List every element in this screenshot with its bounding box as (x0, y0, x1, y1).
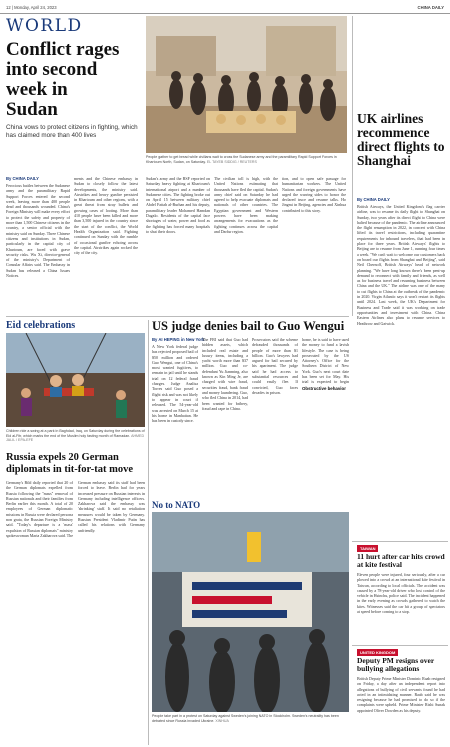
sudan-headline[interactable]: Conflict rages into second week in Sudan (6, 39, 120, 120)
column-divider-2 (148, 320, 149, 745)
sudan-col-2: ments and the Chinese embassy in Sudan to closely follow the latest developments, the ministry said. Airstrikes and heavy gunfire persisted in Khartoum and other regions, with a great threat from stray bullets and growing cases of looting. More than 410 people have been killed and more than 3,500 injured in the country since the start of the conflict, the World Health Organization said. Fighting continued on Sunday with the rumble of occasional gunfire echoing across the capital. Airstrikes again rocked the city of the city. (74, 176, 138, 256)
eid-caption: Children ride a swing at a park in Baghdad, Iraq, on Saturday during the celebrations of Eid al-Fitr, which marks the end of the Muslim holy fasting month of Ramadan. AHMED JALIL / EPA-EFE (6, 429, 145, 443)
uk-brief-label: UNITED KINGDOM (357, 649, 398, 656)
page-info: 12 | Monday, April 24, 2023 (6, 5, 57, 10)
guo-subhead: Obstructive behavior (302, 386, 346, 391)
taiwan-label: TAIWAN (357, 545, 378, 552)
uk-byline: By CHINA DAILY (357, 197, 390, 202)
guo-col-4: home, he is said to have used the money to fund a lavish lifestyle. The case is being prosecuted by the US Attorney's Office for the Southern District of New York. Guo's next court date has been set for May. His trial is expected to begin (302, 337, 349, 385)
section-divider (6, 316, 349, 317)
eid-photo-credit: AHMED JALIL / EPA-EFE (6, 433, 145, 443)
guo-col-1: A New York federal judge has rejected proposed bail of $50 million and ordered Guo Wengui, one of China's most wanted fugitives, to remain in jail until he stands trial on 12 federal fraud charges. Judge Analisa Torres said Guo posed a flight risk and was not likely to appear in court if released. The 54-year-old was arrested on March 15 at his home in Manhattan. He has been in custody since. (152, 344, 198, 424)
sudan-photo-credit: EL TAYEB SIDDIG / REUTERS (206, 159, 257, 164)
guo-headline[interactable]: US judge denies bail to Guo Wengui (152, 319, 345, 333)
section-title: WORLD (6, 16, 83, 36)
sudan-col-4: The civilian toll is high, with the United Nations estimating that thousands have fled the capital. Sudan's army chief said on Saturday he had agreed to help evacuate diplomats and nationals of other countries. The Egyptian government and Western powers have been making arrangements for evacuations as the fighting continues across the capital and Darfur region. (214, 176, 278, 234)
sudan-byline: By CHINA DAILY (6, 176, 39, 181)
guo-col-2: The FBI said that Guo had hidden assets, which included real estate and luxury items, including a yacht worth more than $37 million. Guo and co-defendant Yu Jianming, also known as Kin Ming Je, are charged with wire fraud, securities fraud, bank fraud and money laundering. Guo, who fled China in 2014, had been wanted for bribery, fraud and rape in China. (202, 337, 248, 411)
uk-brief-headline[interactable]: Deputy PM resigns over bullying allegations (357, 656, 435, 674)
guo-col-3: Prosecutors said the scheme defrauded thousands of people of more than $1 billion. Guo's lawyers had argued for bail secured by his apartment. The judge said he had access to substantial resources and could easily flee. If convicted, Guo faces decades in prison. (252, 337, 298, 395)
brief-divider (352, 541, 448, 542)
sudan-col-5: tion, and to open safe passage for humanitarian workers. The United Nations and foreign governments have urged the warring sides to honor the declared truce and resume talks. Ho Jingmi in Beijing, agencies and Xinhua contributed to this story. (282, 176, 346, 213)
brief-divider-2 (352, 645, 448, 646)
paper-name: CHINA DAILY (417, 5, 444, 10)
russia-body: Germany's Bild daily reported that 20 of the German diplomats expelled from Russia following the "mass" removal of Russian nationals and their families from Berlin earlier this month. A total of 20 employees of German diplomatic missions in Russia were declared persona non grata, the Russian Foreign Ministry said. "Today's departure is a 'mass' expulsion of Russian diplomats" ministry spokeswoman Maria Zakharova said. The German embassy said its staff had been forced to leave. Berlin had for years increased pressure on Russian interests in Germany including intelligence officers. Zakharova said the embassy was 'shrinking' staff. It said no retaliation measures would be taken by Germany. Russian President Vladimir Putin has called his relations with Germany unfriendly. (6, 480, 145, 538)
uk-body: British Airways, the United Kingdom's flag carrier airline, was to resume its daily flight to Shanghai on Sunday, two years after its direct flight to China were halted because of the pandemic. The airline announced the flight resumption in 2022, in concert with China lifted its travel restrictions, including quarantine requirements for inbound travelers, that had been in place for three years. British Airways' flights to Beijing are to resume from June 1, running four times a week. "We can't wait to welcome our customers back on board our flights from Shanghai and Beijing", said Neil Chernoff, British Airways' head of network planning. "We have long known there's been pent-up demand to reconnect with family and friends, as well as for business travel and resuming business between China and the UK." The airline was one of the many to cut flights to China at the outbreak of the pandemic in 2020. Virgin Atlantic says it won't restart its flights until 2024. Last week, the UK's Department for Business and Trade said it was working on trade opportunities and investment with China. China Eastern Airlines also plans to resume services to Heathrow and Gatwick. (357, 204, 445, 326)
uk-airlines-headline[interactable]: UK airlines recommence direct flights to Shanghai (357, 111, 445, 168)
taiwan-headline[interactable]: 11 hurt after car hits crowd at kite festival (357, 552, 445, 570)
nato-photo (152, 512, 349, 712)
taiwan-body: Eleven people were injured, four seriously, after a car plowed into a crowd at an international kite festival in Taiwan, according to local officials. The accident was caused by a 78-year-old driver who lost control of the vehicle in Hsinchu, police said. The incident happened in the early evening as crowds gathered to watch the kites. Witnesses said the car hit a group of spectators at speed before coming to a stop. (357, 572, 445, 615)
sudan-photo (146, 16, 347, 153)
nato-label: No to NATO (152, 500, 201, 510)
nato-photo-credit: XINHUA (215, 718, 229, 723)
column-divider (352, 16, 353, 316)
russia-headline[interactable]: Russia expels 20 German diplomats in tit-for-tat move (6, 452, 134, 475)
sudan-col-1: Ferocious battles between the Sudanese army and the paramilitary Rapid Support Forces entered the second week, leaving more than 400 people dead and thousands wounded. China's Foreign Ministry will make every effort to protect the safety and property of more than 1,500 Chinese citizens in the country, a senior official with the ministry said on Sunday. Three Chinese citizens and institutions in Sudan, particularly in the capital city of Khartoum, are faced with grave security risks. Wu Xi, director-general of the ministry's Department of Consular Affairs said. The Embassy in Sudan has released a China Issues Notices. (6, 183, 70, 279)
masthead (0, 0, 450, 14)
sudan-caption: People gather to get bread while civilians wait to cross the Sudanese army and the paramilitary Rapid Support Forces in Khartoum North, Sudan, on Saturday. EL TAYEB SIDDIG / REUTERS (146, 155, 337, 164)
nato-caption: People take part in a protest on Saturday against Sweden's joining NATO in Stockholm. Sweden's neutrality has been debated since Russia invaded Ukraine. XINHUA (152, 714, 339, 723)
sudan-col-3: Sudan's army and the RSF reported on Saturday heavy fighting at Khartoum's international airport and a number of Sudanese cities. The fighting broke out on April 15 between military chief Abdel Fattah al-Burhan and his deputy, paramilitary leader Mohamed Hamdan Dagalo. Residents of the capital face shortages of water, power and food as the fighting has forced many hospitals to shut their doors. (146, 176, 210, 234)
eid-label: Eid celebrations (6, 320, 76, 331)
uk-brief-body: British Deputy Prime Minister Dominic Raab resigned on Friday, a day after an independent report into allegations of bullying of civil servants found he had acted in an intimidating manner. Raab said he was resigning because he had promised to do so if the complaints were upheld. Prime Minister Rishi Sunak appointed Oliver Dowden as his deputy. (357, 676, 445, 713)
sudan-deck: China vows to protect citizens in fighting, which has claimed more than 400 lives (6, 124, 138, 139)
guo-byline: By AI HEPING in New York (152, 337, 205, 342)
eid-photo (6, 333, 145, 427)
